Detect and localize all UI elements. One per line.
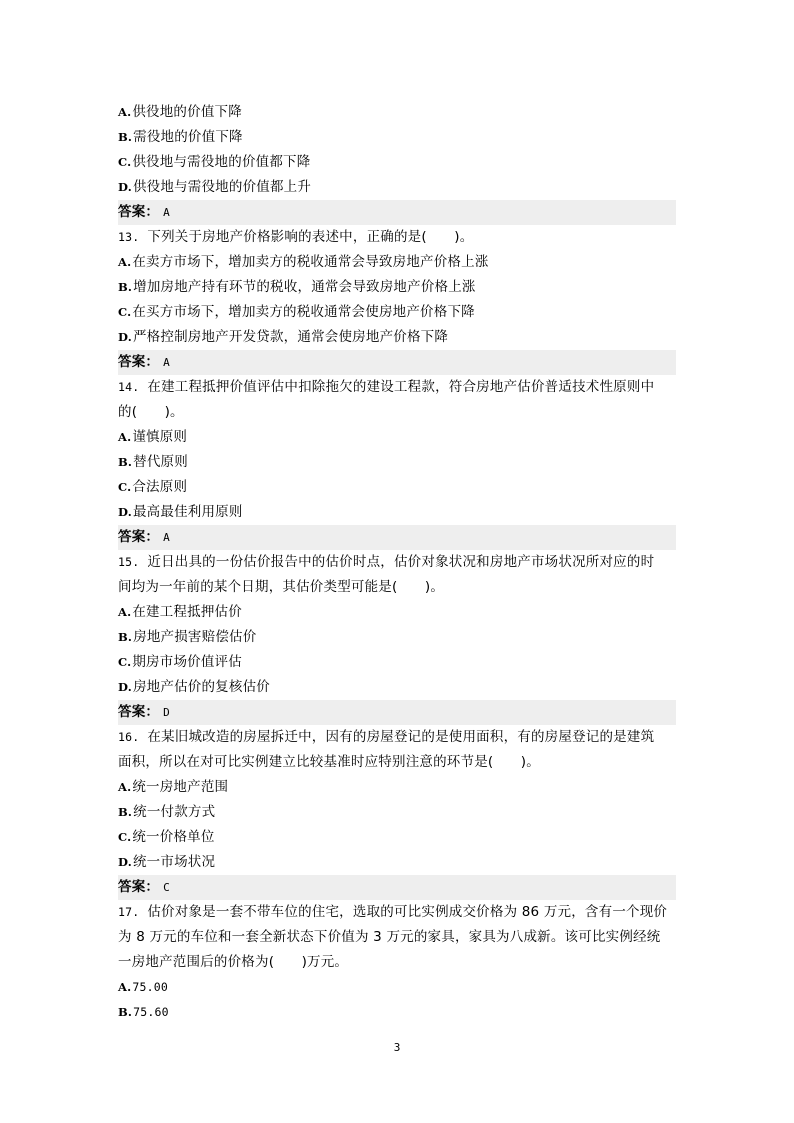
option-c: C.在买方市场下，增加卖方的税收通常会使房地产价格下降: [118, 304, 475, 320]
option-a: A.谨慎原则: [118, 429, 188, 445]
question-stem: 16. 在某旧城改造的房屋拆迁中，因有的房屋登记的是使用面积，有的房屋登记的是建筑: [118, 729, 655, 745]
answer-row: 答案： D: [118, 700, 676, 725]
question-stem: 17. 估价对象是一套不带车位的住宅，选取的可比实例成交价格为 86 万元，含有一个现价: [118, 904, 668, 920]
option-b: B.需役地的价值下降: [118, 129, 243, 145]
question-stem-cont: 间均为一年前的某个日期，其估价类型可能是( )。: [118, 579, 445, 595]
option-a: A.统一房地产范围: [118, 779, 229, 795]
option-c: C.统一价格单位: [118, 829, 215, 845]
page-number: 3: [393, 1041, 401, 1054]
question-stem-cont: 的( )。: [118, 404, 184, 420]
answer-row: 答案： A: [118, 525, 676, 550]
option-d: D.统一市场状况: [118, 854, 216, 870]
question-stem-cont: 面积，所以在对可比实例建立比较基准时应特别注意的环节是( )。: [118, 754, 540, 770]
answer-row: 答案： C: [118, 875, 676, 900]
question-stem: 14. 在建工程抵押价值评估中扣除拖欠的建设工程款，符合房地产估价普适技术性原则中: [118, 379, 655, 395]
document-page: [118, 100, 676, 1025]
option-b: B.统一付款方式: [118, 804, 216, 820]
option-b: B.替代原则: [118, 454, 188, 470]
answer-row: 答案： A: [118, 350, 676, 375]
option-c: C.供役地与需役地的价值都下降: [118, 154, 311, 170]
question-12: [118, 100, 676, 225]
question-stem: 15. 近日出具的一份估价报告中的估价时点，估价对象状况和房地产市场状况所对应的时: [118, 554, 655, 570]
option-b: B.房地产损害赔偿估价: [118, 629, 257, 645]
question-stem: 13. 下列关于房地产价格影响的表述中，正确的是( )。: [118, 229, 474, 245]
option-a: A.供役地的价值下降: [118, 104, 242, 120]
option-d: D.最高最佳利用原则: [118, 504, 243, 520]
question-15: [118, 550, 676, 725]
question-14: [118, 375, 676, 550]
option-a: A.在卖方市场下，增加卖方的税收通常会导致房地产价格上涨: [118, 254, 489, 270]
question-13: [118, 225, 676, 375]
option-b: B.增加房地产持有环节的税收，通常会导致房地产价格上涨: [118, 279, 476, 295]
question-stem-cont: 为 8 万元的车位和一套全新状态下价值为 3 万元的家具，家具为八成新。该可比实例经统: [118, 929, 661, 945]
option-b: B.75.60: [118, 1005, 169, 1019]
option-c: C.合法原则: [118, 479, 188, 495]
option-d: D.房地产估价的复核估价: [118, 679, 270, 695]
question-16: [118, 725, 676, 900]
question-17: [118, 900, 676, 1025]
option-a: A.75.00: [118, 980, 168, 994]
option-d: D.供役地与需役地的价值都上升: [118, 179, 312, 195]
question-stem-cont: 一房地产范围后的价格为( )万元。: [118, 954, 349, 970]
option-d: D.严格控制房地产开发贷款，通常会使房地产价格下降: [118, 329, 449, 345]
answer-row: 答案： A: [118, 200, 676, 225]
option-a: A.在建工程抵押估价: [118, 604, 242, 620]
option-c: C.期房市场价值评估: [118, 654, 242, 670]
